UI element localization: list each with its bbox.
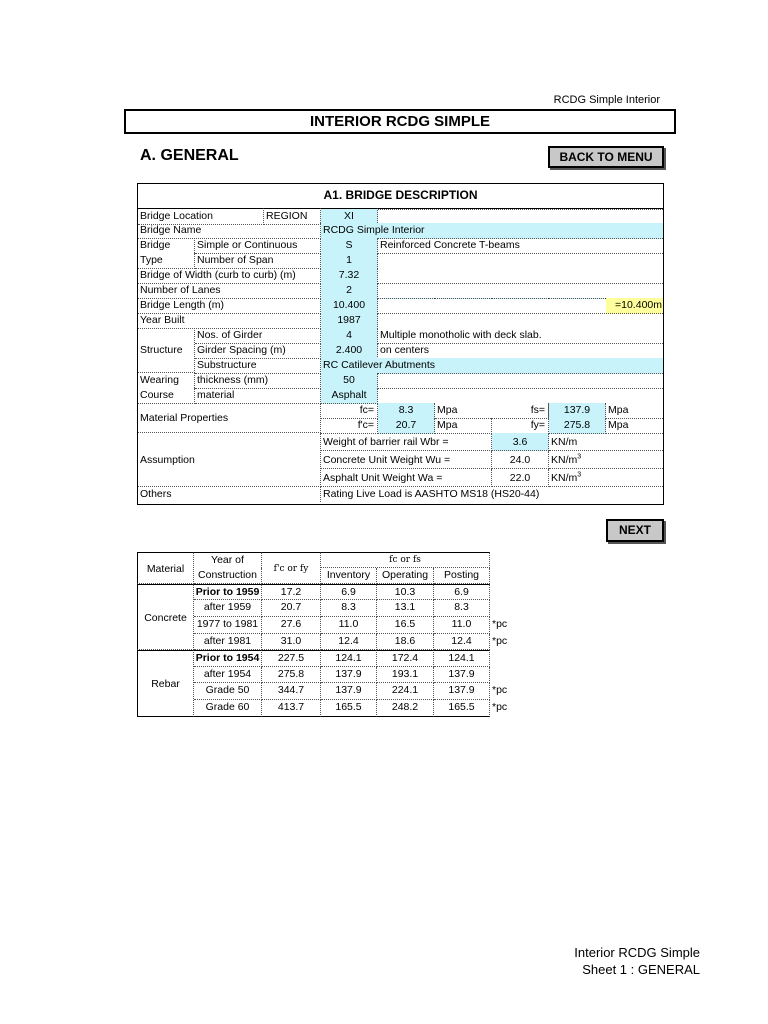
- number-of-span-value[interactable]: 1: [321, 253, 378, 269]
- inventory-cell: 137.9: [321, 667, 377, 683]
- fc-fy-cell: 17.2: [262, 584, 321, 600]
- unit-text: KN/m: [551, 454, 578, 466]
- asphalt-unit-weight-label: Asphalt Unit Weight Wa =: [321, 469, 492, 487]
- fpc-label: f'c=: [321, 418, 378, 434]
- number-of-lanes-label: Number of Lanes: [138, 283, 321, 299]
- posting-cell: 8.3: [434, 600, 490, 617]
- empty-cell: [378, 283, 663, 284]
- wearing-material-value[interactable]: Asphalt: [321, 388, 378, 404]
- inventory-cell: 12.4: [321, 634, 377, 650]
- year-cell: after 1954: [194, 667, 262, 683]
- next-button[interactable]: NEXT: [606, 519, 664, 542]
- operating-cell: 10.3: [377, 584, 434, 600]
- year-cell: 1977 to 1981: [194, 617, 262, 634]
- bridge-description-panel: [137, 183, 664, 505]
- fc-fy-cell: 20.7: [262, 600, 321, 617]
- fc-fy-cell: 227.5: [262, 650, 321, 667]
- simple-or-continuous-value[interactable]: S: [321, 238, 378, 254]
- girder-spacing-description: on centers: [378, 343, 663, 359]
- wearing-course-label-2: Course: [138, 388, 195, 404]
- posting-cell: 124.1: [434, 650, 490, 667]
- year-cell: Prior to 1959: [194, 584, 262, 600]
- bridge-length-value[interactable]: 10.400: [321, 298, 378, 314]
- bridge-type-label: Bridge: [138, 238, 195, 253]
- operating-cell: 18.6: [377, 634, 434, 650]
- wearing-material-label: material: [195, 388, 321, 404]
- note-cell: *pc: [492, 684, 508, 696]
- fs-unit: Mpa: [606, 403, 663, 419]
- bridge-length-label: Bridge Length (m): [138, 298, 321, 314]
- posting-cell: 6.9: [434, 584, 490, 600]
- substructure-label: Substructure: [195, 358, 321, 374]
- posting-cell: 12.4: [434, 634, 490, 650]
- inventory-cell: 137.9: [321, 683, 377, 700]
- note-cell: *pc: [492, 635, 508, 647]
- operating-header: Operating: [377, 568, 434, 584]
- others-label: Others: [138, 487, 321, 502]
- substructure-value[interactable]: RC Catilever Abutments: [321, 358, 663, 374]
- fc-fy-cell: 275.8: [262, 667, 321, 683]
- operating-cell: 16.5: [377, 617, 434, 634]
- posting-cell: 165.5: [434, 700, 490, 717]
- nos-of-girder-value[interactable]: 4: [321, 328, 378, 344]
- fpc-unit: Mpa: [435, 418, 492, 434]
- fs-value[interactable]: 137.9: [549, 403, 606, 419]
- assumption-label: Assumption: [138, 433, 321, 487]
- bridge-width-value[interactable]: 7.32: [321, 268, 378, 284]
- asphalt-unit-weight-value: 22.0: [492, 469, 549, 487]
- others-value: Rating Live Load is AASHTO MS18 (HS20-44): [323, 488, 540, 500]
- fc-fs-header: fc or fs: [321, 552, 490, 568]
- year-built-value[interactable]: 1987: [321, 313, 378, 329]
- inventory-cell: 165.5: [321, 700, 377, 717]
- operating-cell: 224.1: [377, 683, 434, 700]
- year-header-2: Construction: [194, 568, 262, 584]
- region-value[interactable]: XI: [321, 208, 378, 225]
- empty-cell: [378, 313, 663, 314]
- posting-cell: 137.9: [434, 667, 490, 683]
- bridge-name-value[interactable]: RCDG Simple Interior: [321, 223, 663, 239]
- empty-cell: [378, 388, 663, 389]
- fc-fy-cell: 344.7: [262, 683, 321, 700]
- back-to-menu-button[interactable]: BACK TO MENU: [548, 146, 664, 168]
- fc-label: fc=: [321, 403, 378, 419]
- year-built-label: Year Built: [138, 313, 321, 329]
- unit-exponent: 3: [577, 453, 582, 461]
- posting-cell: 137.9: [434, 683, 490, 700]
- operating-cell: 248.2: [377, 700, 434, 717]
- bridge-type-label-2: Type: [138, 253, 195, 269]
- inventory-cell: 124.1: [321, 650, 377, 667]
- fy-value[interactable]: 275.8: [549, 418, 606, 434]
- fc-value[interactable]: 8.3: [378, 403, 435, 419]
- empty-cell: [378, 208, 663, 210]
- fc-fy-header: f'c or fy: [262, 552, 321, 584]
- material-group-rebar: Rebar: [137, 650, 194, 717]
- number-of-lanes-value[interactable]: 2: [321, 283, 378, 299]
- material-properties-label: Material Properties: [138, 403, 321, 433]
- unit-text: KN/m: [551, 472, 578, 484]
- posting-cell: 11.0: [434, 617, 490, 634]
- bridge-name-label: Bridge Name: [138, 223, 321, 239]
- barrier-weight-value[interactable]: 3.6: [492, 433, 549, 451]
- girder-spacing-label: Girder Spacing (m): [195, 343, 321, 359]
- fc-unit: Mpa: [435, 403, 549, 419]
- concrete-unit-weight-value: 24.0: [492, 451, 549, 469]
- page-title: INTERIOR RCDG SIMPLE: [124, 109, 676, 134]
- inventory-cell: 8.3: [321, 600, 377, 617]
- footer-sheet: Sheet 1 : GENERAL: [582, 962, 700, 977]
- asphalt-unit-weight-unit: [549, 469, 663, 487]
- region-label: REGION: [264, 208, 321, 225]
- concrete-unit-weight-unit: [549, 451, 663, 469]
- span-length-input[interactable]: [492, 298, 549, 299]
- span-length-input[interactable]: [435, 298, 492, 299]
- fpc-value[interactable]: 20.7: [378, 418, 435, 434]
- year-header: Year of: [194, 552, 262, 568]
- fs-label: fs=: [492, 403, 549, 418]
- year-cell: Grade 60: [194, 700, 262, 717]
- note-cell: *pc: [492, 618, 508, 630]
- posting-header: Posting: [434, 568, 490, 584]
- span-length-input[interactable]: [378, 298, 435, 299]
- note-cell: *pc: [492, 701, 508, 713]
- bridge-width-label: Bridge of Width (curb to curb) (m): [138, 268, 321, 284]
- structure-label: Structure: [138, 328, 195, 373]
- year-cell: Prior to 1954: [194, 650, 262, 667]
- year-cell: after 1981: [194, 634, 262, 650]
- fy-label: fy=: [492, 418, 549, 434]
- thickness-value[interactable]: 50: [321, 373, 378, 389]
- girder-spacing-value[interactable]: 2.400: [321, 343, 378, 359]
- fc-fy-cell: 31.0: [262, 634, 321, 650]
- thickness-label: thickness (mm): [195, 373, 321, 389]
- span-length-input[interactable]: [549, 298, 606, 299]
- operating-cell: 13.1: [377, 600, 434, 617]
- fy-unit: Mpa: [606, 418, 663, 434]
- nos-of-girder-label: Nos. of Girder: [195, 328, 321, 344]
- operating-cell: 172.4: [377, 650, 434, 667]
- barrier-weight-label: Weight of barrier rail Wbr =: [321, 433, 492, 451]
- concrete-unit-weight-label: Concrete Unit Weight Wu =: [321, 451, 492, 469]
- operating-cell: 193.1: [377, 667, 434, 683]
- panel-title: A1. BRIDGE DESCRIPTION: [323, 188, 478, 202]
- barrier-weight-unit: KN/m: [549, 433, 663, 451]
- number-of-span-label: Number of Span: [195, 253, 321, 269]
- material-group-concrete: Concrete: [137, 584, 194, 650]
- year-cell: after 1959: [194, 600, 262, 617]
- year-cell: Grade 50: [194, 683, 262, 700]
- inventory-cell: 11.0: [321, 617, 377, 634]
- footer-title: Interior RCDG Simple: [574, 945, 700, 960]
- section-title: A. GENERAL: [140, 147, 239, 164]
- wearing-course-label: Wearing: [138, 373, 195, 388]
- page-footer: [574, 944, 700, 978]
- total-length-value: =10.400m: [606, 298, 663, 314]
- inventory-cell: 6.9: [321, 584, 377, 600]
- girder-description: Multiple monotholic with deck slab.: [378, 328, 663, 344]
- bridge-location-label: Bridge Location: [138, 208, 264, 225]
- inventory-header: Inventory: [321, 568, 377, 584]
- unit-exponent: 3: [577, 471, 582, 479]
- allowable-stress-table: [137, 552, 517, 718]
- sheet-header-label: RCDG Simple Interior: [553, 94, 660, 106]
- bridge-type-description: Reinforced Concrete T-beams: [378, 238, 663, 254]
- simple-or-continuous-label: Simple or Continuous: [195, 238, 321, 254]
- fc-fy-cell: 413.7: [262, 700, 321, 717]
- fc-fy-cell: 27.6: [262, 617, 321, 634]
- material-header: Material: [137, 552, 194, 584]
